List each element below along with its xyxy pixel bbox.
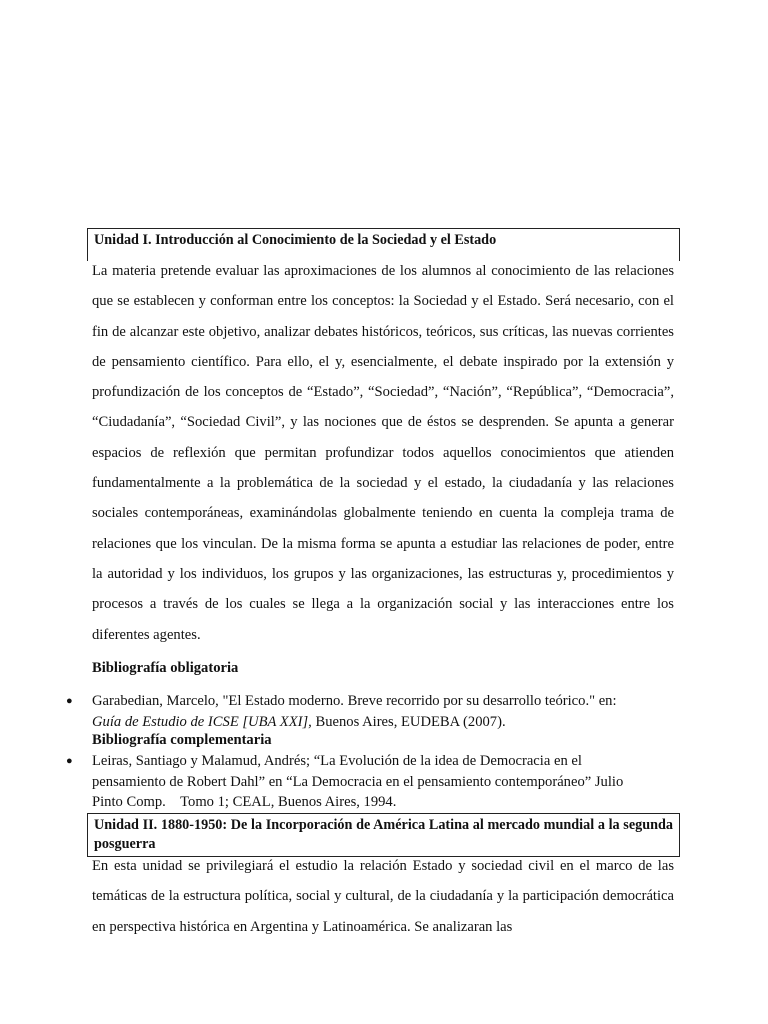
unit-2-title: Unidad II. 1880-1950: De la Incorporación de América Latina al mercado mundial a la segunda posguerra — [94, 817, 673, 852]
bib-line: Garabedian, Marcelo, "El Estado moderno. Breve recorrido por su desarrollo teórico." en: — [92, 693, 617, 709]
bibliografia-complementaria-item — [66, 751, 692, 813]
unit-1-paragraph: La materia pretende evaluar las aproximaciones de los alumnos al conocimiento de las relaciones que se establecen y conforman entre los conceptos: la Sociedad y el Estado. Será necesario, con el fin de alcanzar este objetivo, analizar debates históricos, teóricos, sus críticas, las nuevas corrientes de pensamiento científico. Para ello, el y, esencialmente, el debate inspirado por la extensión y profundización de los conceptos de “Estado”, “Sociedad”, “Nación”, “República”, “Democracia”, “Ciudadanía”, “Sociedad Civil”, y las nociones que de éstos se desprenden. Se apunta a generar espacios de reflexión que permitan profundizar todos aquellos conocimientos que atienden fundamentalmente a la problemática de la sociedad y el estado, la ciudadanía y las relaciones sociales contemporáneas, examinándolas globalmente teniendo en cuenta la compleja trama de relaciones que los vinculan. De la misma forma se apunta a estudiar las relaciones de poder, entre la autoridad y los individuos, los grupos y las organizaciones, las estructuras y, procedimientos y procesos a través de los cuales se llega a la organización social y las interacciones entre los diferentes agentes. — [92, 263, 674, 643]
unit-2-paragraph: En esta unidad se privilegiará el estudio la relación Estado y sociedad civil en el marco de las temáticas de la estructura política, social y cultural, de la ciudadanía y la participación democrática en perspectiva histórica en Argentina y Latinoamérica. Se analizaran las — [92, 858, 674, 935]
bib-italic-title: Guía de Estudio de ICSE [UBA XXI], — [92, 713, 312, 730]
bib-line: pensamiento de Robert Dahl” en “La Democracia en el pensamiento contemporáneo” Julio — [92, 773, 624, 790]
bibliografia-obligatoria-item — [66, 691, 692, 732]
bullet-icon: ● — [66, 755, 73, 767]
unit-1-title: Unidad I. Introducción al Conocimiento de la Sociedad y el Estado — [94, 232, 497, 248]
bibliografia-complementaria-heading: Bibliografía complementaria — [92, 732, 272, 748]
bib-line-rest: Buenos Aires, EUDEBA (2007). — [311, 713, 506, 730]
bib-line: Leiras, Santiago y Malamud, Andrés; “La Evolución de la idea de Democracia en el — [92, 753, 582, 769]
bib-line — [92, 712, 692, 733]
bib-line: Pinto Comp. Tomo 1; CEAL, Buenos Aires, 1994. — [92, 794, 397, 810]
bibliografia-obligatoria-heading: Bibliografía obligatoria — [92, 660, 239, 676]
bullet-icon: ● — [66, 695, 73, 707]
